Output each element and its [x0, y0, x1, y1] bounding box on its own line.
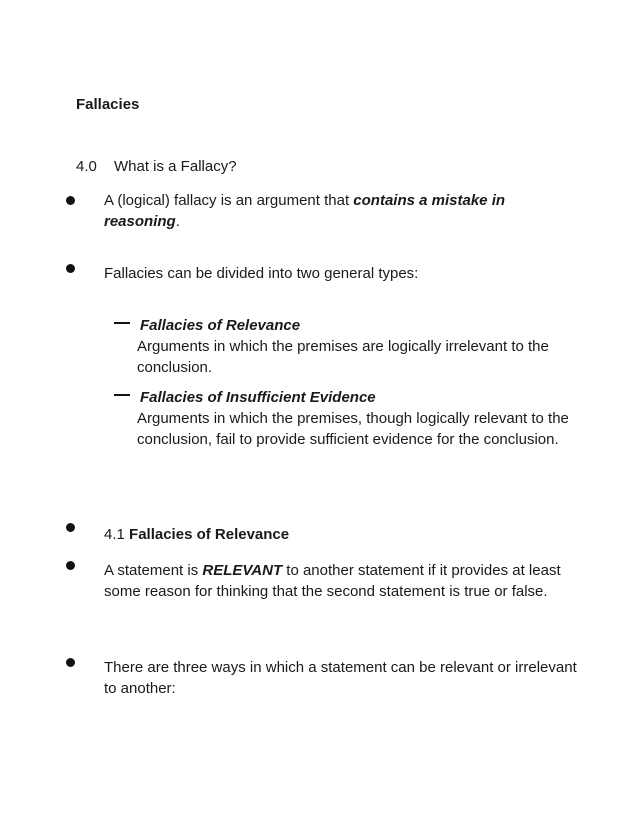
dash-icon — [114, 394, 130, 396]
section-title: Fallacies of Relevance — [129, 526, 290, 543]
type-item — [137, 387, 577, 450]
type-name: Fallacies of Insufficient Evidence — [140, 389, 376, 406]
dash-icon — [114, 322, 130, 324]
relevant-prefix: A statement is — [104, 562, 203, 579]
section-heading-4-0 — [76, 158, 237, 175]
bullet-icon — [66, 523, 75, 532]
page-title: Fallacies — [76, 96, 140, 113]
type-description: Arguments in which the premises are logically irrelevant to the conclusion. — [137, 338, 549, 376]
section-number: 4.0 — [76, 158, 97, 175]
bullet-icon — [66, 658, 75, 667]
bullet-definition — [104, 190, 584, 232]
definition-emphasis: contains a mistake in reasoning — [104, 192, 506, 230]
relevant-suffix: to another statement if it provides at least some reason for thinking that the second statement is true or false. — [104, 562, 561, 600]
definition-prefix: A (logical) fallacy is an argument that — [104, 192, 354, 209]
bullet-icon — [66, 561, 75, 570]
type-name: Fallacies of Relevance — [140, 317, 301, 334]
type-description: Arguments in which the premises, though logically relevant to the conclusion, fail to provide sufficient evidence for the conclusion. — [137, 410, 569, 448]
section-title: What is a Fallacy? — [114, 158, 237, 175]
section-heading-4-1 — [104, 524, 584, 545]
bullet-types-intro: Fallacies can be divided into two general types: — [104, 265, 419, 282]
type-item — [137, 315, 577, 378]
bullet-icon — [66, 264, 75, 273]
section-number: 4.1 — [104, 526, 125, 543]
bullet-relevant-definition — [104, 560, 584, 602]
bullet-three-ways: There are three ways in which a statement can be relevant or irrelevant to another: — [104, 659, 577, 697]
bullet-icon — [66, 196, 75, 205]
relevant-emphasis: RELEVANT — [202, 562, 283, 579]
definition-suffix: . — [175, 213, 180, 230]
